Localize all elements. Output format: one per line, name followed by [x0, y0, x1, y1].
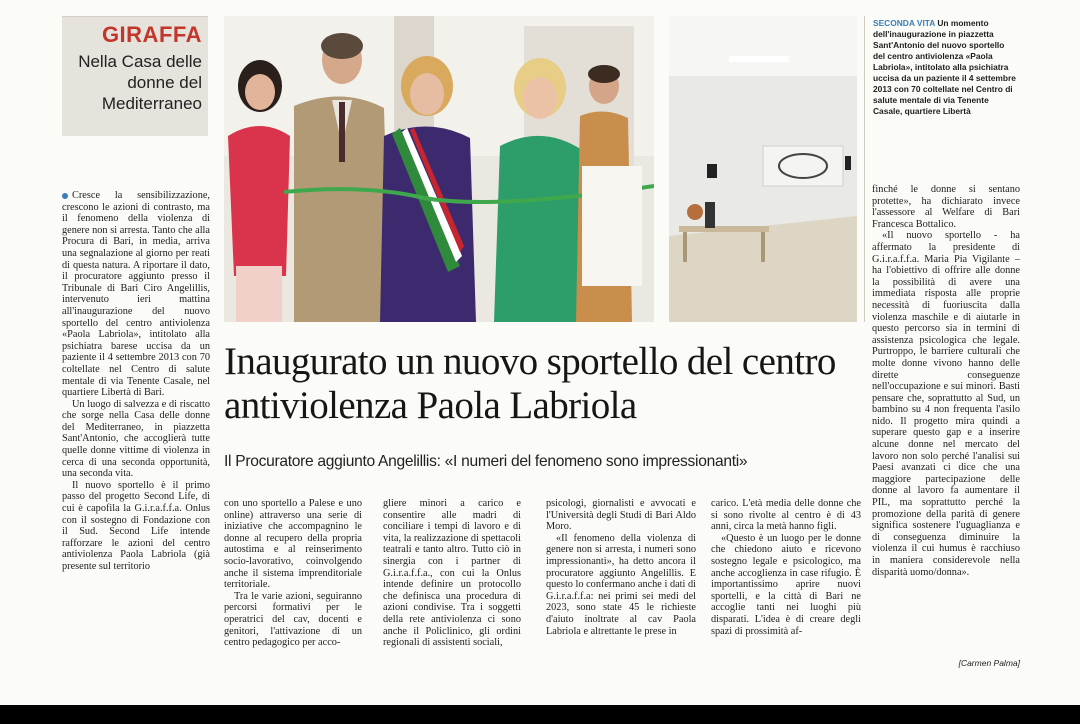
column-divider — [864, 16, 865, 322]
article-column-left — [62, 190, 210, 573]
paragraph: «Il fenomeno della violenza di genere non si arresta, i numeri sono impressionanti», ha detto ancora il procuratore aggiunto Angelillis. E questo lo confermano anche i dati di G.i.r.a.f.f.a: nei primi sei medi del 2023, sono state 45 le richieste d'aiuto inoltrate al cav Paola Labriola e altrettante le prese in — [546, 532, 696, 637]
article-column-3 — [546, 498, 696, 637]
article-column-1 — [224, 498, 362, 649]
bullet-icon — [62, 193, 68, 199]
paragraph: Tra le varie azioni, seguiranno percorsi formativi per le operatrici del cav, docenti e genitori, l'attivazione di un centro pedagogico per acco- — [224, 590, 362, 649]
article-column-right — [872, 184, 1020, 578]
room-illustration — [669, 16, 857, 322]
paragraph: gliere minori a carico e consentire alle madri di conciliare i tempi di lavoro e di vita, la realizzazione di spettacoli teatrali e tanto altro. Tutto ciò in sinergia con i partner di G.i.r.a.f.f.a., con cui la Onlus intende definire un protocollo che definisca una procedura di azioni condivise. Tra i soggetti della rete antiviolenza ci sono anche il Policlinico, gli ordini regionali di assistenti sociali, — [383, 498, 521, 649]
giraffa-subtitle: Nella Casa delle donne del Mediterraneo — [78, 52, 202, 113]
caption-kicker: SECONDA VITA — [873, 18, 936, 28]
photo-caption — [873, 18, 1018, 117]
paragraph: carico. L'età media delle donne che si sono rivolte al centro è di 43 anni, circa la metà hanno figli. — [711, 498, 861, 533]
giraffa-box — [62, 16, 208, 136]
article-headline: Inaugurato un nuovo sportello del centro antiviolenza Paola Labriola — [224, 340, 836, 427]
ribbon-cutting-illustration — [224, 16, 654, 322]
bottom-black-bar — [0, 705, 1080, 724]
paragraph: psicologi, giornalisti e avvocati e l'Università degli Studi di Bari Aldo Moro. — [546, 498, 696, 533]
article-column-4 — [711, 498, 861, 637]
paragraph: «Questo è un luogo per le donne che chiedono aiuto e ricevono sostegno legale e psicologico, ma anche accoglienza in case rifugio. È importantissimo aprire nuovi sportelli, e la città di Bari ne accoglie tanti nei luoghi più disparati. L'idea è di creare degli spazi di prossimità af- — [711, 532, 861, 637]
article-subhead: Il Procuratore aggiunto Angelillis: «I numeri del fenomeno sono impressionanti» — [224, 453, 748, 470]
paragraph: con uno sportello a Palese e uno online) attraverso una serie di iniziative che accompagnino le donne al recupero della propria autostima e al reinserimento socio-lavorativo, coinvolgendo anche il sistema imprenditoriale territoriale. — [224, 498, 362, 591]
paragraph: Un luogo di salvezza e di riscatto che sorge nella Casa delle donne del Mediterraneo, in piazzetta Sant'Antonio, che accoglierà tutte quelle donne vittime di violenza in cerca di una seconda opportunità, una seconda vita. — [62, 398, 210, 480]
paragraph: Cresce la sensibilizzazione, crescono le azioni di contrasto, ma il fenomeno della violenza di genere non si arresta. Tanto che alla Procura di Bari, in media, arriva una segnalazione al giorno per reati di questa natura. A riportare il dato, il procuratore aggiunto presso il Tribunale di Bari Ciro Angelillis, intervenuto ieri mattina all'inaugurazione del nuovo sportello del centro antiviolenza «Paola Labriola», intitolato alla psichiatra barese uccisa da un paziente il 4 settembre 2013 con 70 coltellate nel Centro di salute mentale di via Tenente Casale, nel quartiere Libertà di Bari. — [62, 190, 210, 399]
paragraph: «Il nuovo sportello - ha affermato la presidente di G.i.r.a.f.f.a. Maria Pia Vigilante – ha l'obiettivo di offrire alle donne la possibilità di avere una immediata risposta alle proprie necessità di fuoriuscita dalla violenza maschile e di aiutarle in questo percorso sia in termini di assistenza psicologica che legale. Purtroppo, le barriere culturali che molte donne vivono hanno delle dirette conseguenze nell'occupazione e sui minori. Basti pensare che, soprattutto al Sud, un bambino su 4 non frequenta l'asilo nido. Il progetto mira quindi a superare questo gap e a inserire alcune donne nel mercato del lavoro non solo perché l'analisi sui Paesi avanzati ci dice che una maggiore partecipazione delle donne al lavoro fa aumentare il PIL, ma soprattutto perché la promozione della parità di genere significa sostenere l'uguaglianza e di conseguenza diminuire la violenza il cui humus è racchiuso in maniera considerevole nella disparità uomo/donna». — [872, 230, 1020, 578]
room-photo — [669, 16, 857, 322]
giraffa-title: GIRAFFA — [101, 22, 202, 47]
article-column-2 — [383, 498, 521, 649]
paragraph: finché le donne si sentano protette», ha dichiarato invece l'assessore al Welfare di Bari Francesca Bottalico. — [872, 184, 1020, 230]
ribbon-cutting-photo — [224, 16, 654, 322]
byline: [Carmen Palma] — [958, 658, 1020, 668]
paragraph: Il nuovo sportello è il primo passo del progetto Second Life, di cui è capofila la G.i.r.a.f.f.a. Onlus con il sostegno di Fondazione con il Sud. Second Life intende rafforzare le azioni del centro antiviolenza Paola Labriola (già presente sul territorio — [62, 479, 210, 572]
caption-text: Un momento dell'inaugurazione in piazzetta Sant'Antonio del nuovo sportello del centro antiviolenza «Paola Labriola», intitolato alla psichiatra uccisa da un paziente il 4 settembre 2013 con 70 coltellate nel Centro di salute mentale di via Tenente Casale, quartiere Libertà — [873, 18, 1016, 116]
